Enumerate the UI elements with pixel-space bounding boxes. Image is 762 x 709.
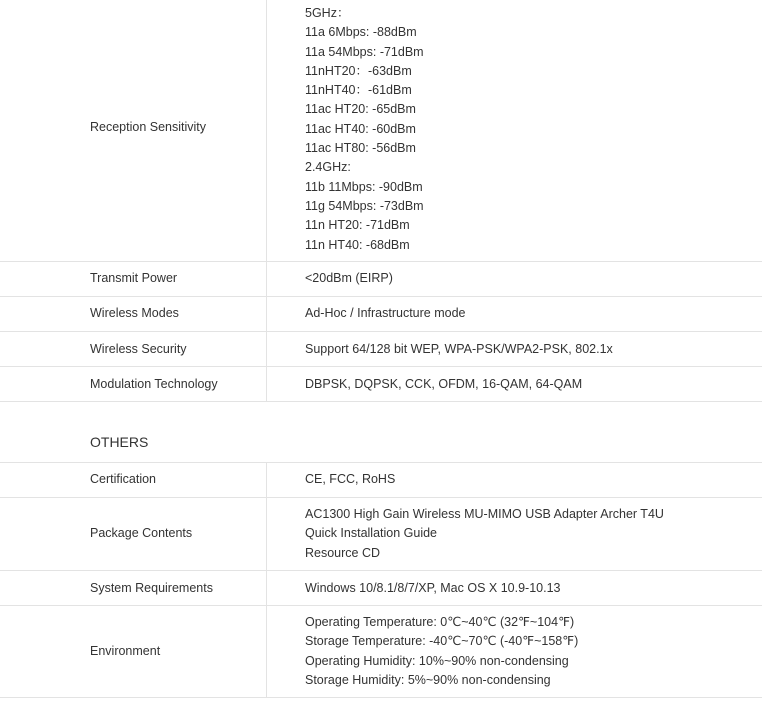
spec-label: Wireless Security	[90, 342, 187, 356]
spec-value-line: 11g 54Mbps: -73dBm	[305, 198, 424, 213]
spec-value-line: 11ac HT40: -60dBm	[305, 121, 416, 136]
spec-value	[305, 579, 560, 598]
spec-value-line: 11ac HT80: -56dBm	[305, 141, 416, 156]
spec-row-modulation-technology	[0, 367, 762, 402]
spec-label: Package Contents	[90, 526, 193, 540]
spec-value-line: DBPSK, DQPSK, CCK, OFDM, 16-QAM, 64-QAM	[305, 377, 583, 391]
spec-value-line: 11n HT20: -71dBm	[305, 218, 410, 233]
spec-value-line: 11ac HT20: -65dBm	[305, 102, 416, 117]
spec-value	[305, 269, 393, 288]
spec-row-system-requirements	[0, 571, 762, 606]
column-divider	[266, 0, 267, 261]
spec-value	[305, 613, 578, 690]
spec-label: System Requirements	[90, 581, 213, 595]
spec-label: Certification	[90, 472, 156, 486]
column-divider	[266, 498, 267, 570]
spec-value-line: 11a 6Mbps: -88dBm	[305, 25, 417, 40]
spec-value-line: 11b 11Mbps: -90dBm	[305, 179, 423, 194]
spec-value	[305, 505, 664, 563]
spec-label: Reception Sensitivity	[90, 120, 207, 134]
spec-row-transmit-power	[0, 262, 762, 297]
spec-value	[305, 470, 395, 489]
spec-row-wireless-security	[0, 332, 762, 367]
spec-value-line: Windows 10/8.1/8/7/XP, Mac OS X 10.9-10.13	[305, 581, 561, 595]
spec-value-line: 11nHT40：-61dBm	[305, 83, 412, 98]
spec-value-line: Operating Humidity: 10%~90% non-condensing	[305, 653, 569, 668]
column-divider	[266, 297, 267, 331]
spec-row-environment	[0, 606, 762, 698]
spec-value-line: Storage Temperature: -40℃~70℃ (-40℉~158℉)	[305, 634, 579, 649]
spec-row-package-contents	[0, 498, 762, 571]
spec-value-line: Storage Humidity: 5%~90% non-condensing	[305, 672, 551, 687]
spec-value-line: Operating Temperature: 0℃~40℃ (32℉~104℉)	[305, 615, 575, 629]
spec-value	[305, 375, 582, 394]
spec-value-line: 11nHT20：-63dBm	[305, 63, 412, 78]
column-divider	[266, 606, 267, 697]
spec-row-wireless-modes	[0, 297, 762, 332]
spec-value-line: 5GHz：	[305, 6, 350, 20]
spec-label: Modulation Technology	[90, 377, 218, 391]
spec-value	[305, 340, 613, 359]
column-divider	[266, 571, 267, 605]
spec-value-line: Resource CD	[305, 545, 381, 560]
section-title-others: OTHERS	[90, 434, 149, 450]
spec-row-reception-sensitivity	[0, 0, 762, 262]
spec-value-line: Quick Installation Guide	[305, 526, 438, 541]
spec-value-line: CE, FCC, RoHS	[305, 472, 396, 486]
spec-value-line: AC1300 High Gain Wireless MU-MIMO USB Adapter Archer T4U	[305, 507, 664, 521]
column-divider	[266, 262, 267, 296]
spec-label: Environment	[90, 644, 161, 658]
spec-label: Wireless Modes	[90, 306, 179, 320]
spec-value-line: 2.4GHz:	[305, 160, 351, 175]
spec-value-line: 11a 54Mbps: -71dBm	[305, 44, 424, 59]
spec-value	[305, 4, 424, 255]
column-divider	[266, 367, 267, 401]
column-divider	[266, 332, 267, 366]
spec-value-line: Ad-Hoc / Infrastructure mode	[305, 306, 466, 320]
spec-label: Transmit Power	[90, 271, 178, 285]
spec-value-line: <20dBm (EIRP)	[305, 271, 393, 285]
spec-value	[305, 304, 465, 323]
spec-row-certification	[0, 462, 762, 498]
spec-value-line: 11n HT40: -68dBm	[305, 237, 410, 252]
column-divider	[266, 463, 267, 497]
spec-value-line: Support 64/128 bit WEP, WPA-PSK/WPA2-PSK, 802.1x	[305, 342, 613, 356]
